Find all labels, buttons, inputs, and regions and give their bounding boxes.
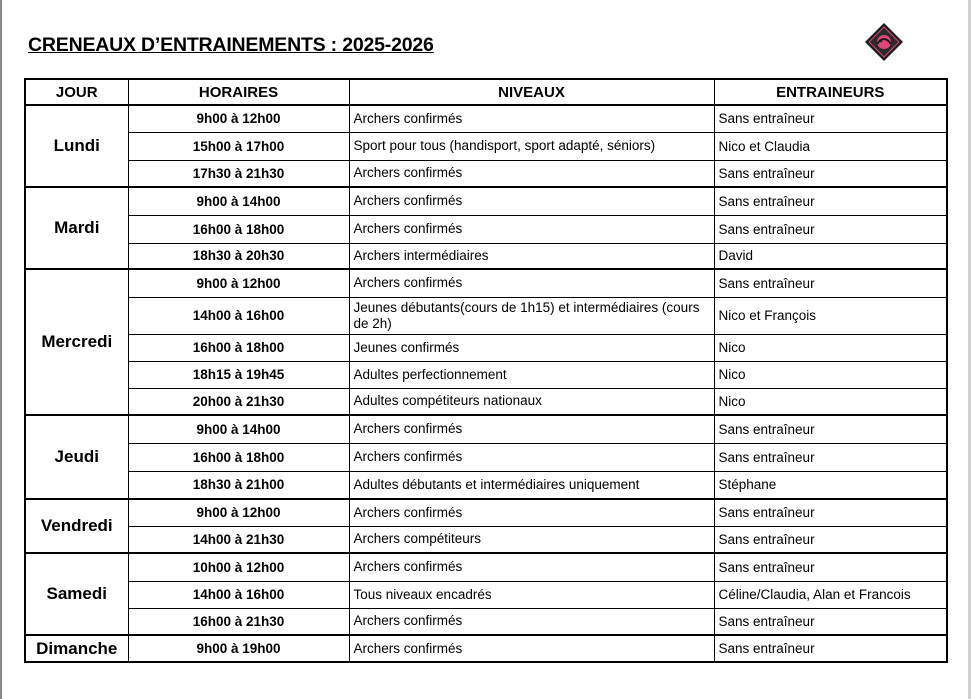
coach-cell: Sans entraîneur [714,499,947,526]
level-cell: Jeunes débutants(cours de 1h15) et intermédiaires (cours de 2h) [349,297,714,334]
level-cell: Archers confirmés [349,415,714,443]
day-cell: Mardi [25,187,128,269]
hours-cell: 15h00 à 17h00 [128,132,349,160]
level-cell: Archers confirmés [349,553,714,581]
table-row [25,361,947,388]
level-cell: Jeunes confirmés [349,334,714,361]
table-row [25,581,947,608]
coach-cell: Stéphane [714,471,947,499]
table-row [25,608,947,635]
level-cell: Archers compétiteurs [349,526,714,553]
hours-cell: 9h00 à 14h00 [128,415,349,443]
table-row [25,635,947,662]
table-row [25,297,947,334]
coach-cell: Sans entraîneur [714,553,947,581]
day-cell: Mercredi [25,269,128,415]
header-row [25,79,947,105]
level-cell: Archers confirmés [349,269,714,297]
day-cell: Samedi [25,553,128,635]
page-title: CRENEAUX D’ENTRAINEMENTS : 2025-2026 [28,34,434,56]
level-cell: Archers confirmés [349,499,714,526]
hours-cell: 17h30 à 21h30 [128,160,349,187]
hours-cell: 18h30 à 21h00 [128,471,349,499]
day-cell: Dimanche [25,635,128,662]
coach-cell: Nico et François [714,297,947,334]
hours-cell: 16h00 à 18h00 [128,334,349,361]
hours-cell: 9h00 à 12h00 [128,105,349,132]
table-row [25,526,947,553]
hours-cell: 16h00 à 21h30 [128,608,349,635]
coach-cell: Nico [714,361,947,388]
level-cell: Archers confirmés [349,187,714,215]
coach-cell: Céline/Claudia, Alan et Francois [714,581,947,608]
hours-cell: 18h30 à 20h30 [128,243,349,269]
table-row [25,499,947,526]
coach-cell: Nico [714,388,947,415]
hours-cell: 9h00 à 14h00 [128,187,349,215]
schedule-body [25,105,947,662]
coach-cell: Sans entraîneur [714,105,947,132]
hours-cell: 9h00 à 19h00 [128,635,349,662]
page-left-edge [0,0,2,699]
table-row [25,443,947,471]
coach-cell: Sans entraîneur [714,215,947,243]
day-cell: Lundi [25,105,128,187]
hours-cell: 9h00 à 12h00 [128,499,349,526]
table-row [25,160,947,187]
level-cell: Archers confirmés [349,160,714,187]
coach-cell: Nico et Claudia [714,132,947,160]
level-cell: Adultes débutants et intermédiaires uniquement [349,471,714,499]
day-cell: Vendredi [25,499,128,553]
club-logo-icon [864,22,904,62]
table-row [25,243,947,269]
coach-cell: Nico [714,334,947,361]
level-cell: Adultes compétiteurs nationaux [349,388,714,415]
day-cell: Jeudi [25,415,128,499]
level-cell: Archers confirmés [349,105,714,132]
table-row [25,105,947,132]
level-cell: Archers confirmés [349,635,714,662]
table-row [25,334,947,361]
level-cell: Archers confirmés [349,608,714,635]
level-cell: Archers confirmés [349,443,714,471]
table-row [25,187,947,215]
table-row [25,415,947,443]
hours-cell: 16h00 à 18h00 [128,215,349,243]
level-cell: Tous niveaux encadrés [349,581,714,608]
table-row [25,132,947,160]
header-level: NIVEAUX [349,79,714,105]
coach-cell: Sans entraîneur [714,443,947,471]
level-cell: Archers intermédiaires [349,243,714,269]
table-row [25,553,947,581]
level-cell: Archers confirmés [349,215,714,243]
coach-cell: Sans entraîneur [714,526,947,553]
table-row [25,215,947,243]
hours-cell: 18h15 à 19h45 [128,361,349,388]
level-cell: Sport pour tous (handisport, sport adapté, séniors) [349,132,714,160]
hours-cell: 9h00 à 12h00 [128,269,349,297]
hours-cell: 14h00 à 16h00 [128,297,349,334]
hours-cell: 14h00 à 16h00 [128,581,349,608]
schedule-table [24,78,948,663]
table-row [25,471,947,499]
header-coach: ENTRAINEURS [714,79,947,105]
level-cell: Adultes perfectionnement [349,361,714,388]
coach-cell: David [714,243,947,269]
coach-cell: Sans entraîneur [714,415,947,443]
coach-cell: Sans entraîneur [714,269,947,297]
header-hours: HORAIRES [128,79,349,105]
coach-cell: Sans entraîneur [714,160,947,187]
coach-cell: Sans entraîneur [714,635,947,662]
coach-cell: Sans entraîneur [714,608,947,635]
hours-cell: 10h00 à 12h00 [128,553,349,581]
hours-cell: 20h00 à 21h30 [128,388,349,415]
table-row [25,269,947,297]
coach-cell: Sans entraîneur [714,187,947,215]
table-row [25,388,947,415]
hours-cell: 16h00 à 18h00 [128,443,349,471]
hours-cell: 14h00 à 21h30 [128,526,349,553]
header-day: JOUR [25,79,128,105]
